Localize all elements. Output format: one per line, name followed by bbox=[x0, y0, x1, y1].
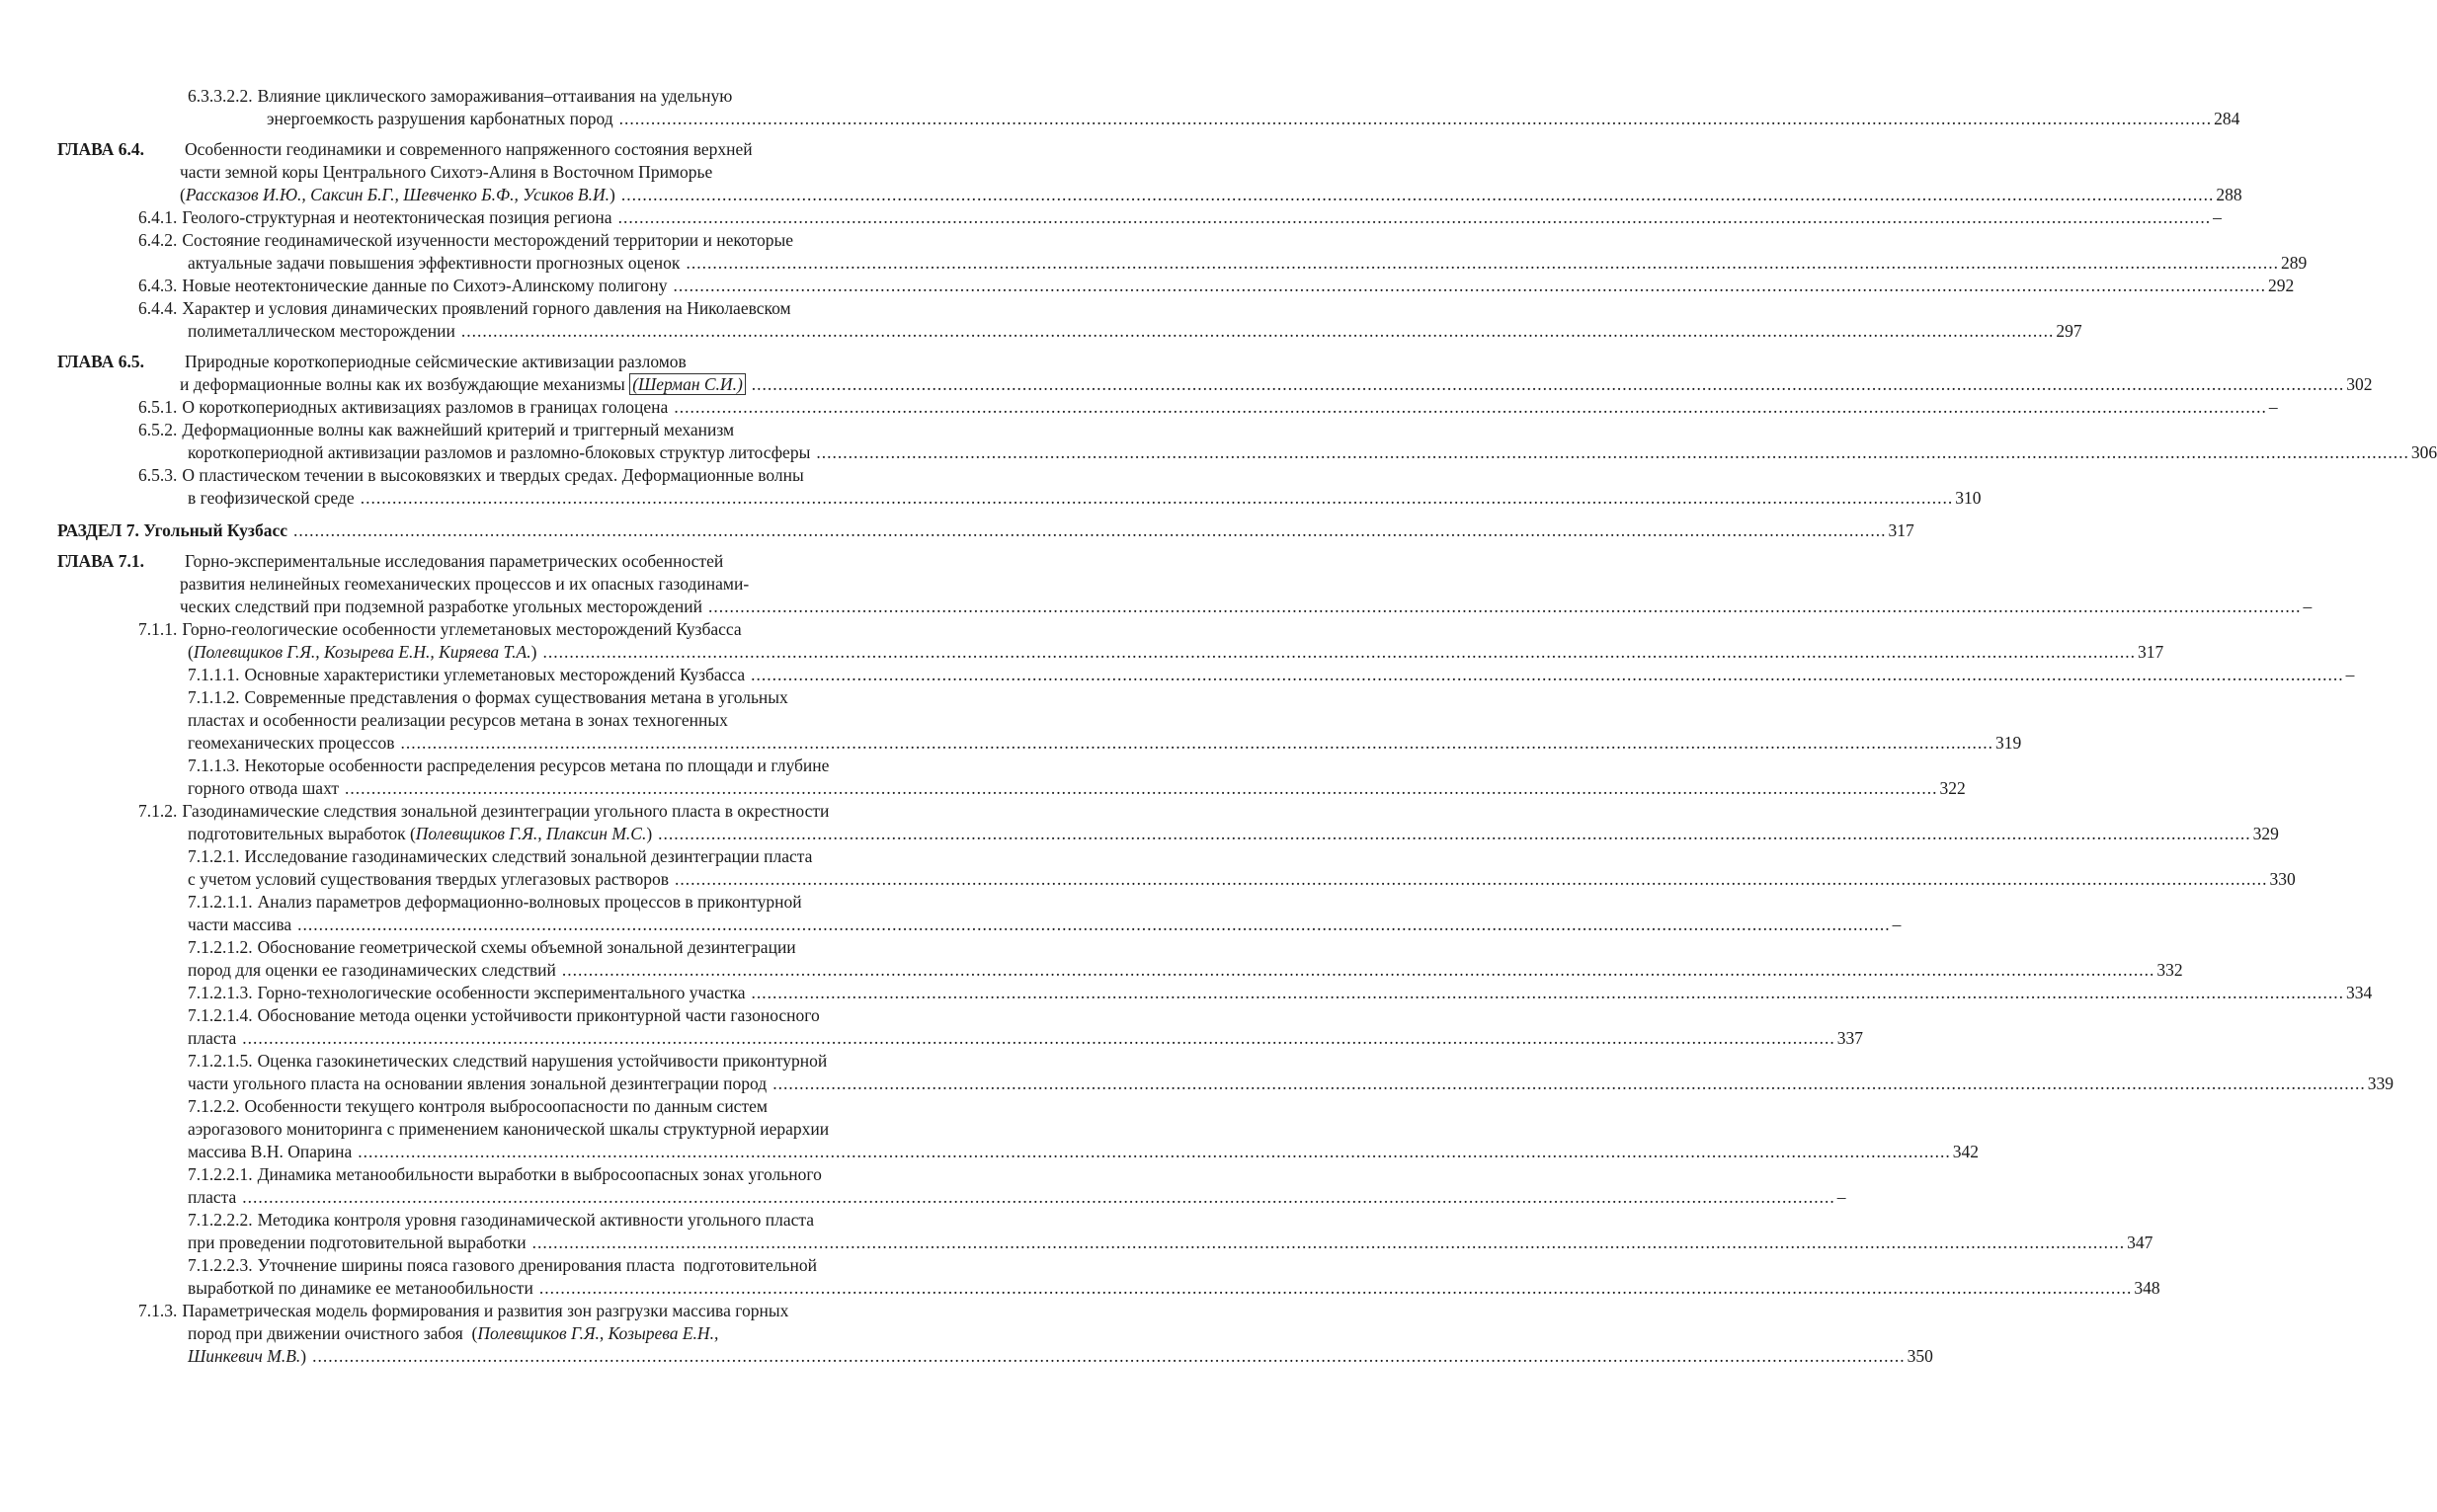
entry-text bbox=[188, 1073, 767, 1095]
entry-text bbox=[188, 1027, 236, 1050]
page-number[interactable]: 334 bbox=[2346, 983, 2373, 1002]
toc-line bbox=[0, 1095, 971, 1118]
dot-leader: ............................................................................................................................................................................................................................................................................................................ bbox=[358, 1142, 1951, 1161]
dot-leader: ............................................................................................................................................................................................................................................................................................................ bbox=[674, 397, 2267, 417]
toc-line bbox=[0, 868, 2296, 891]
toc-line bbox=[0, 1254, 971, 1277]
dot-leader: ............................................................................................................................................................................................................................................................................................................ bbox=[297, 915, 1891, 934]
dot-leader: ............................................................................................................................................................................................................................................................................................................ bbox=[345, 778, 1938, 798]
dot-leader: ............................................................................................................................................................................................................................................................................................................ bbox=[751, 665, 2344, 684]
entry-text bbox=[188, 823, 652, 845]
entry-text bbox=[188, 1345, 306, 1368]
entry-text bbox=[57, 550, 723, 573]
toc-line bbox=[0, 396, 2278, 419]
entry-text bbox=[188, 487, 355, 510]
toc-line bbox=[0, 1141, 1979, 1163]
entry-text bbox=[188, 777, 339, 800]
title-segment: Обоснование геометрической схемы объемной зональной дезинтеграции bbox=[257, 937, 796, 957]
page-number[interactable]: 330 bbox=[2269, 869, 2296, 889]
title-segment: пород для оценки ее газодинамических следствий bbox=[188, 960, 556, 980]
page-number[interactable]: 317 bbox=[1888, 520, 1914, 540]
toc-line bbox=[0, 108, 2240, 130]
entry-text bbox=[180, 596, 702, 618]
entry-text bbox=[267, 108, 613, 130]
title-segment: при проведении подготовительной выработки bbox=[188, 1233, 527, 1252]
entry-text bbox=[188, 1163, 822, 1186]
toc-entry[interactable] bbox=[0, 755, 1966, 800]
page-number[interactable]: 342 bbox=[1952, 1142, 1979, 1161]
entry-number: 7.1.1.1. bbox=[188, 665, 240, 684]
toc-line bbox=[0, 373, 2373, 396]
page-number[interactable]: 348 bbox=[2134, 1278, 2160, 1298]
entry-text bbox=[138, 464, 804, 487]
toc-entry[interactable] bbox=[0, 206, 2222, 229]
toc-line bbox=[0, 1345, 1933, 1368]
entry-text bbox=[188, 868, 669, 891]
entry-number: 7.1.2. bbox=[138, 801, 178, 821]
entry-text bbox=[188, 1095, 768, 1118]
author-names: Рассказов И.Ю., Саксин Б.Г., Шевченко Б.Ф., Усиков В.И. bbox=[185, 185, 609, 204]
page-number[interactable]: – bbox=[1836, 1187, 1846, 1207]
title-segment: Исследование газодинамических следствий зональной дезинтеграции пласта bbox=[244, 846, 813, 866]
title-segment: ческих следствий при подземной разработке угольных месторождений bbox=[180, 597, 703, 616]
entry-text bbox=[188, 1050, 827, 1073]
entry-text bbox=[188, 252, 680, 275]
title-segment: ( bbox=[180, 185, 186, 204]
toc-line bbox=[0, 1300, 971, 1322]
toc-line bbox=[0, 891, 971, 914]
toc-line bbox=[0, 320, 2082, 343]
dot-leader: ............................................................................................................................................................................................................................................................................................................ bbox=[400, 733, 1994, 753]
title-segment: в геофизической среде bbox=[188, 488, 355, 508]
author-names: Полевщиков Г.Я., Козырева Е.Н., Киряева Т.А. bbox=[193, 642, 531, 662]
toc-line bbox=[0, 419, 971, 441]
entry-text bbox=[188, 1254, 817, 1277]
entry-number: 7.1.2.1.4. bbox=[188, 1005, 253, 1025]
title-segment: Анализ параметров деформационно-волновых процессов в приконтурной bbox=[257, 892, 802, 912]
entry-text bbox=[138, 396, 668, 419]
title-segment: пласта bbox=[188, 1187, 237, 1207]
entry-number: 7.1.2.2.3. bbox=[188, 1255, 253, 1275]
toc-line bbox=[0, 1322, 971, 1345]
title-segment: короткопериодной активизации разломов и разломно-блоковых структур литосферы bbox=[188, 442, 811, 462]
toc-line bbox=[0, 138, 971, 161]
toc-line bbox=[0, 1027, 1864, 1050]
page-number[interactable]: 310 bbox=[1955, 488, 1982, 508]
entry-number: 6.4.3. bbox=[138, 276, 178, 295]
page-number[interactable]: – bbox=[2345, 665, 2355, 684]
toc-entry[interactable] bbox=[0, 1300, 1933, 1368]
dot-leader: ............................................................................................................................................................................................................................................................................................................ bbox=[620, 185, 2215, 204]
title-segment: ) bbox=[530, 642, 537, 662]
author-names: Шинкевич М.В. bbox=[188, 1346, 301, 1366]
toc-entry[interactable] bbox=[0, 85, 2240, 130]
entry-text bbox=[188, 845, 812, 868]
entry-text bbox=[188, 914, 291, 936]
dot-leader: ............................................................................................................................................................................................................................................................................................................ bbox=[360, 488, 1954, 508]
toc-line bbox=[0, 914, 1902, 936]
toc-line bbox=[0, 1186, 1846, 1209]
author-names: (Шерман С.И.) bbox=[629, 373, 746, 395]
page-number[interactable]: – bbox=[1892, 915, 1902, 934]
entry-text bbox=[188, 1277, 533, 1300]
title-segment: актуальные задачи повышения эффективности прогнозных оценок bbox=[188, 253, 681, 273]
entry-text bbox=[188, 1004, 820, 1027]
entry-text bbox=[188, 320, 455, 343]
toc-line bbox=[0, 573, 971, 596]
entry-text bbox=[138, 297, 791, 320]
toc-line bbox=[0, 206, 2222, 229]
entry-number: 7.1.1.2. bbox=[188, 687, 240, 707]
toc-line bbox=[0, 936, 971, 959]
entry-number: ГЛАВА 6.5. bbox=[57, 352, 145, 371]
dot-leader: ............................................................................................................................................................................................................................................................................................................ bbox=[772, 1074, 2366, 1093]
toc-line bbox=[0, 464, 971, 487]
toc-line bbox=[0, 777, 1966, 800]
title-segment: ) bbox=[646, 824, 653, 843]
title-segment: Газодинамические следствия зональной дезинтеграции угольного пласта в окрестности bbox=[182, 801, 830, 821]
title-segment: массива В.Н. Опарина bbox=[188, 1142, 353, 1161]
entry-text bbox=[188, 891, 802, 914]
entry-text bbox=[57, 138, 753, 161]
entry-text bbox=[188, 1322, 718, 1345]
entry-text bbox=[57, 519, 287, 542]
entry-number: 7.1.2.1.3. bbox=[188, 983, 253, 1002]
toc-entry[interactable] bbox=[0, 1254, 2160, 1300]
title-segment: Особенности геодинамики и современного напряженного состояния верхней bbox=[185, 139, 753, 159]
entry-text bbox=[180, 184, 615, 206]
title-segment: горного отвода шахт bbox=[188, 778, 340, 798]
entry-text bbox=[138, 618, 742, 641]
author-names: Полевщиков Г.Я., Плаксин М.С. bbox=[415, 824, 647, 843]
entry-number: 7.1.2.1.1. bbox=[188, 892, 253, 912]
title-segment: Уточнение ширины пояса газового дренирования пласта подготовительной bbox=[257, 1255, 818, 1275]
toc-entry[interactable] bbox=[0, 351, 2373, 396]
entry-number: ГЛАВА 7.1. bbox=[57, 551, 145, 571]
toc-line bbox=[0, 618, 971, 641]
entry-text bbox=[188, 85, 732, 108]
toc-line bbox=[0, 709, 971, 732]
toc-line bbox=[0, 1118, 971, 1141]
title-segment: РАЗДЕЛ 7. Угольный Кузбасс bbox=[57, 520, 288, 540]
table-of-contents bbox=[0, 85, 2437, 1368]
dot-leader: ............................................................................................................................................................................................................................................................................................................ bbox=[708, 597, 2302, 616]
entry-number: 6.5.2. bbox=[138, 420, 178, 439]
entry-text bbox=[138, 275, 668, 297]
page-number[interactable]: 347 bbox=[2127, 1233, 2153, 1252]
dot-leader: ............................................................................................................................................................................................................................................................................................................ bbox=[751, 983, 2345, 1002]
toc-line bbox=[0, 1163, 971, 1186]
toc-line bbox=[0, 732, 2022, 755]
entry-number: 7.1.2.2. bbox=[188, 1096, 240, 1116]
title-segment: энергоемкость разрушения карбонатных пород bbox=[267, 109, 613, 128]
title-segment: О пластическом течении в высоковязких и твердых средах. Деформационные волны bbox=[182, 465, 804, 485]
toc-line bbox=[0, 441, 2437, 464]
dot-leader: ............................................................................................................................................................................................................................................................................................................ bbox=[531, 1233, 2126, 1252]
title-segment: части земной коры Центрального Сихотэ-Алиня в Восточном Приморье bbox=[180, 162, 713, 182]
toc-line bbox=[0, 297, 971, 320]
toc-line bbox=[0, 800, 971, 823]
toc-line bbox=[0, 1232, 2153, 1254]
entry-text bbox=[188, 1209, 814, 1232]
toc-line bbox=[0, 1004, 971, 1027]
entry-number: 7.1.2.1.5. bbox=[188, 1051, 253, 1071]
title-segment: Горно-геологические особенности углеметановых месторождений Кузбасса bbox=[182, 619, 742, 639]
toc-entry[interactable] bbox=[0, 519, 1914, 542]
entry-number: 6.4.1. bbox=[138, 207, 178, 227]
author-names: Полевщиков Г.Я., Козырева Е.Н., bbox=[477, 1323, 719, 1343]
toc-line bbox=[0, 1209, 971, 1232]
dot-leader: ............................................................................................................................................................................................................................................................................................................ bbox=[617, 207, 2212, 227]
title-segment: развития нелинейных геомеханических процессов и их опасных газодинами- bbox=[180, 574, 750, 594]
dot-leader: ............................................................................................................................................................................................................................................................................................................ bbox=[312, 1346, 1906, 1366]
title-segment: пласта bbox=[188, 1028, 237, 1048]
title-segment: О короткопериодных активизациях разломов в границах голоцена bbox=[182, 397, 669, 417]
toc-entry[interactable] bbox=[0, 936, 2183, 982]
dot-leader: ............................................................................................................................................................................................................................................................................................................ bbox=[538, 1278, 2133, 1298]
title-segment: части угольного пласта на основании явления зональной дезинтеграции пород bbox=[188, 1074, 768, 1093]
title-segment: Основные характеристики углеметановых месторождений Кузбасса bbox=[244, 665, 746, 684]
entry-text bbox=[188, 732, 395, 755]
page-number[interactable]: 317 bbox=[2137, 642, 2164, 662]
entry-text bbox=[138, 419, 734, 441]
title-segment: части массива bbox=[188, 915, 292, 934]
page-number[interactable]: 292 bbox=[2268, 276, 2295, 295]
toc-line bbox=[0, 1050, 971, 1073]
toc-entry[interactable] bbox=[0, 845, 2296, 891]
page-number[interactable]: 332 bbox=[2156, 960, 2183, 980]
page-number[interactable]: 288 bbox=[2216, 185, 2242, 204]
dot-leader: ............................................................................................................................................................................................................................................................................................................ bbox=[751, 374, 2345, 394]
dot-leader: ............................................................................................................................................................................................................................................................................................................ bbox=[293, 520, 1887, 540]
toc-entry[interactable] bbox=[0, 138, 2242, 206]
dot-leader: ............................................................................................................................................................................................................................................................................................................ bbox=[242, 1187, 1835, 1207]
entry-text bbox=[188, 1186, 236, 1209]
toc-entry[interactable] bbox=[0, 800, 2279, 845]
toc-entry[interactable] bbox=[0, 229, 2308, 275]
entry-number: 6.4.4. bbox=[138, 298, 178, 318]
title-segment: Динамика метанообильности выработки в выбросоопасных зонах угольного bbox=[257, 1164, 822, 1184]
page-number[interactable]: 350 bbox=[1907, 1346, 1933, 1366]
entry-text bbox=[188, 982, 746, 1004]
page-number[interactable]: – bbox=[2268, 397, 2278, 417]
toc-line bbox=[0, 664, 2355, 686]
page-number[interactable]: 319 bbox=[1995, 733, 2022, 753]
page-number[interactable]: 337 bbox=[1836, 1028, 1864, 1048]
entry-number: 7.1.2.2.1. bbox=[188, 1164, 253, 1184]
title-segment: подготовительных выработок ( bbox=[188, 824, 416, 843]
title-segment: Обоснование метода оценки устойчивости приконтурной части газоносного bbox=[257, 1005, 820, 1025]
title-segment: аэрогазового мониторинга с применением канонической шкалы структурной иерархии bbox=[188, 1119, 830, 1139]
entry-text bbox=[138, 1300, 788, 1322]
entry-number: 6.3.3.2.2. bbox=[188, 86, 253, 106]
toc-line bbox=[0, 252, 2308, 275]
entry-number: 7.1.3. bbox=[138, 1301, 178, 1320]
entry-number: 7.1.1. bbox=[138, 619, 178, 639]
entry-text bbox=[188, 1232, 527, 1254]
entry-text bbox=[180, 373, 746, 396]
dot-leader: ............................................................................................................................................................................................................................................................................................................ bbox=[242, 1028, 1835, 1048]
entry-text bbox=[188, 641, 536, 664]
toc-entry[interactable] bbox=[0, 1004, 1864, 1050]
toc-line bbox=[0, 959, 2183, 982]
toc-line bbox=[0, 487, 1982, 510]
toc-entry[interactable] bbox=[0, 550, 2313, 618]
title-segment: ) bbox=[609, 185, 615, 204]
toc-entry[interactable] bbox=[0, 1163, 1846, 1209]
page-number[interactable]: 306 bbox=[2410, 442, 2437, 462]
entry-number: 7.1.1.3. bbox=[188, 756, 240, 775]
dot-leader: ............................................................................................................................................................................................................................................................................................................ bbox=[816, 442, 2409, 462]
toc-entry[interactable] bbox=[0, 618, 2164, 664]
toc-entry[interactable] bbox=[0, 1209, 2153, 1254]
title-segment: Состояние геодинамической изученности месторождений территории и некоторые bbox=[182, 230, 793, 250]
toc-entry[interactable] bbox=[0, 982, 2373, 1004]
title-segment: Методика контроля уровня газодинамической активности угольного пласта bbox=[257, 1210, 815, 1230]
dot-leader: ............................................................................................................................................................................................................................................................................................................ bbox=[618, 109, 2213, 128]
entry-text bbox=[188, 664, 745, 686]
dot-leader: ............................................................................................................................................................................................................................................................................................................ bbox=[460, 321, 2055, 341]
entry-text bbox=[180, 573, 749, 596]
title-segment: геомеханических процессов bbox=[188, 733, 395, 753]
entry-number: 6.4.2. bbox=[138, 230, 178, 250]
entry-text bbox=[188, 709, 728, 732]
toc-line bbox=[0, 184, 2242, 206]
toc-entry[interactable] bbox=[0, 396, 2278, 419]
title-segment: Геолого-структурная и неотектоническая позиция региона bbox=[182, 207, 612, 227]
toc-entry[interactable] bbox=[0, 1095, 1979, 1163]
dot-leader: ............................................................................................................................................................................................................................................................................................................ bbox=[542, 642, 2136, 662]
entry-text bbox=[188, 755, 829, 777]
toc-line bbox=[0, 1073, 2394, 1095]
toc-entry[interactable] bbox=[0, 275, 2295, 297]
entry-text bbox=[188, 959, 556, 982]
toc-line bbox=[0, 641, 2164, 664]
page-number[interactable]: – bbox=[2303, 597, 2313, 616]
title-segment: выработкой по динамике ее метанообильности bbox=[188, 1278, 533, 1298]
title-segment: Некоторые особенности распределения ресурсов метана по площади и глубине bbox=[244, 756, 830, 775]
toc-line bbox=[0, 275, 2295, 297]
toc-line bbox=[0, 845, 971, 868]
entry-number: 6.5.1. bbox=[138, 397, 178, 417]
toc-line bbox=[0, 229, 971, 252]
title-segment: и деформационные волны как их возбуждающие механизмы bbox=[180, 374, 630, 394]
toc-entry[interactable] bbox=[0, 664, 2355, 686]
page-number[interactable]: 339 bbox=[2367, 1074, 2394, 1093]
entry-text bbox=[138, 206, 612, 229]
dot-leader: ............................................................................................................................................................................................................................................................................................................ bbox=[686, 253, 2279, 273]
toc-entry[interactable] bbox=[0, 686, 2022, 755]
entry-text bbox=[188, 1141, 352, 1163]
toc-line bbox=[0, 596, 2313, 618]
toc-line bbox=[0, 1277, 2160, 1300]
toc-line bbox=[0, 351, 971, 373]
entry-number: 7.1.2.1. bbox=[188, 846, 240, 866]
entry-number: 7.1.2.2.2. bbox=[188, 1210, 253, 1230]
toc-line bbox=[0, 755, 971, 777]
toc-entry[interactable] bbox=[0, 297, 2082, 343]
page-number[interactable]: 289 bbox=[2280, 253, 2308, 273]
title-segment: полиметаллическом месторождении bbox=[188, 321, 455, 341]
title-segment: Характер и условия динамических проявлений горного давления на Николаевском bbox=[182, 298, 791, 318]
title-segment: Новые неотектонические данные по Сихотэ-Алинскому полигону bbox=[182, 276, 668, 295]
dot-leader: ............................................................................................................................................................................................................................................................................................................ bbox=[675, 869, 2268, 889]
toc-line bbox=[0, 85, 971, 108]
toc-line bbox=[0, 686, 971, 709]
title-segment: пластах и особенности реализации ресурсов метана в зонах техногенных bbox=[188, 710, 728, 730]
toc-line bbox=[0, 161, 971, 184]
toc-line bbox=[0, 550, 971, 573]
title-segment: Современные представления о формах существования метана в угольных bbox=[244, 687, 788, 707]
title-segment: ) bbox=[300, 1346, 307, 1366]
page-number[interactable]: 297 bbox=[2056, 321, 2082, 341]
entry-number: 6.5.3. bbox=[138, 465, 178, 485]
toc-line bbox=[0, 823, 2279, 845]
title-segment: Горно-технологические особенности экспериментального участка bbox=[257, 983, 746, 1002]
title-segment: Природные короткопериодные сейсмические активизации разломов bbox=[185, 352, 687, 371]
dot-leader: ............................................................................................................................................................................................................................................................................................................ bbox=[561, 960, 2155, 980]
entry-text bbox=[180, 161, 712, 184]
toc-line bbox=[0, 982, 2373, 1004]
title-segment: Оценка газокинетических следствий нарушения устойчивости приконтурной bbox=[257, 1051, 828, 1071]
toc-entry[interactable] bbox=[0, 1050, 2394, 1095]
title-segment: Деформационные волны как важнейший критерий и триггерный механизм bbox=[182, 420, 735, 439]
title-segment: пород при движении очистного забоя ( bbox=[188, 1323, 478, 1343]
entry-text bbox=[138, 229, 793, 252]
page-number[interactable]: 284 bbox=[2214, 109, 2240, 128]
title-segment: Влияние циклического замораживания–оттаивания на удельную bbox=[257, 86, 733, 106]
toc-entry[interactable] bbox=[0, 891, 1902, 936]
title-segment: Параметрическая модель формирования и развития зон разгрузки массива горных bbox=[182, 1301, 789, 1320]
toc-entry[interactable] bbox=[0, 464, 1982, 510]
entry-text bbox=[57, 351, 687, 373]
page-number[interactable]: 302 bbox=[2346, 374, 2373, 394]
toc-line bbox=[0, 519, 1914, 542]
page-number[interactable]: 322 bbox=[1939, 778, 1966, 798]
entry-text bbox=[188, 686, 788, 709]
toc-entry[interactable] bbox=[0, 419, 2437, 464]
page-number[interactable]: 329 bbox=[2252, 824, 2279, 843]
entry-number: 7.1.2.1.2. bbox=[188, 937, 253, 957]
page-number[interactable]: – bbox=[2213, 207, 2222, 227]
title-segment: ( bbox=[188, 642, 194, 662]
entry-text bbox=[138, 800, 829, 823]
entry-text bbox=[188, 936, 796, 959]
entry-text bbox=[188, 1118, 829, 1141]
title-segment: Особенности текущего контроля выбросоопасности по данным систем bbox=[244, 1096, 768, 1116]
entry-number: ГЛАВА 6.4. bbox=[57, 139, 145, 159]
dot-leader: ............................................................................................................................................................................................................................................................................................................ bbox=[658, 824, 2251, 843]
dot-leader: ............................................................................................................................................................................................................................................................................................................ bbox=[673, 276, 2266, 295]
title-segment: Горно-экспериментальные исследования параметрических особенностей bbox=[185, 551, 724, 571]
title-segment: с учетом условий существования твердых углегазовых растворов bbox=[188, 869, 670, 889]
entry-text bbox=[188, 441, 810, 464]
